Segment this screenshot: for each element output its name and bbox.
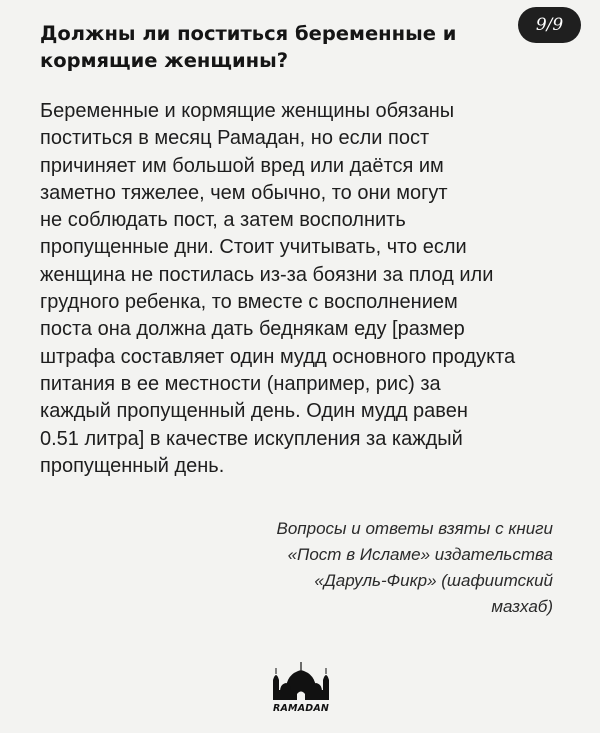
body-line: заметно тяжелее, чем обычно, то они могут — [40, 181, 448, 204]
body-line: штрафа составляет один мудд основного продукта — [40, 345, 516, 368]
body-line: грудного ребенка, то вместе с восполнением — [40, 291, 458, 314]
mosque-icon — [270, 660, 332, 702]
body-line: поститься в месяц Рамадан, но если пост — [40, 127, 430, 150]
body-line: Беременные и кормящие женщины обязаны — [40, 100, 455, 122]
ramadan-logo — [268, 660, 334, 718]
body-line: 0.51 литра] в качестве искупления за каждый — [40, 427, 463, 450]
source-line: «Даруль-Фикр» (шафиитский — [314, 571, 553, 590]
body-line: женщина не постилась из-за боязни за плод или — [40, 263, 494, 286]
body-line: пропущенный день. — [40, 454, 225, 477]
article-body — [40, 98, 580, 480]
logo-text: RAMADAN — [272, 703, 330, 714]
source-line: «Пост в Исламе» издательства — [287, 545, 553, 564]
body-line: причиняет им большой вред или даётся им — [40, 154, 444, 177]
body-line: не соблюдать пост, а затем восполнить — [40, 209, 406, 232]
page-title: Должны ли поститься беременные и кормящие женщины? — [40, 22, 457, 72]
source-line: мазхаб) — [491, 597, 553, 616]
source-citation — [276, 516, 553, 620]
page-indicator-badge: 9/9 — [518, 7, 581, 43]
body-line: пропущенные дни. Стоит учитывать, что если — [40, 236, 467, 259]
source-line: Вопросы и ответы взяты с книги — [276, 519, 553, 538]
body-line: каждый пропущенный день. Один мудд равен — [40, 400, 468, 423]
body-line: поста она должна дать беднякам еду [размер — [40, 318, 465, 341]
body-line: питания в ее местности (например, рис) за — [40, 372, 441, 395]
